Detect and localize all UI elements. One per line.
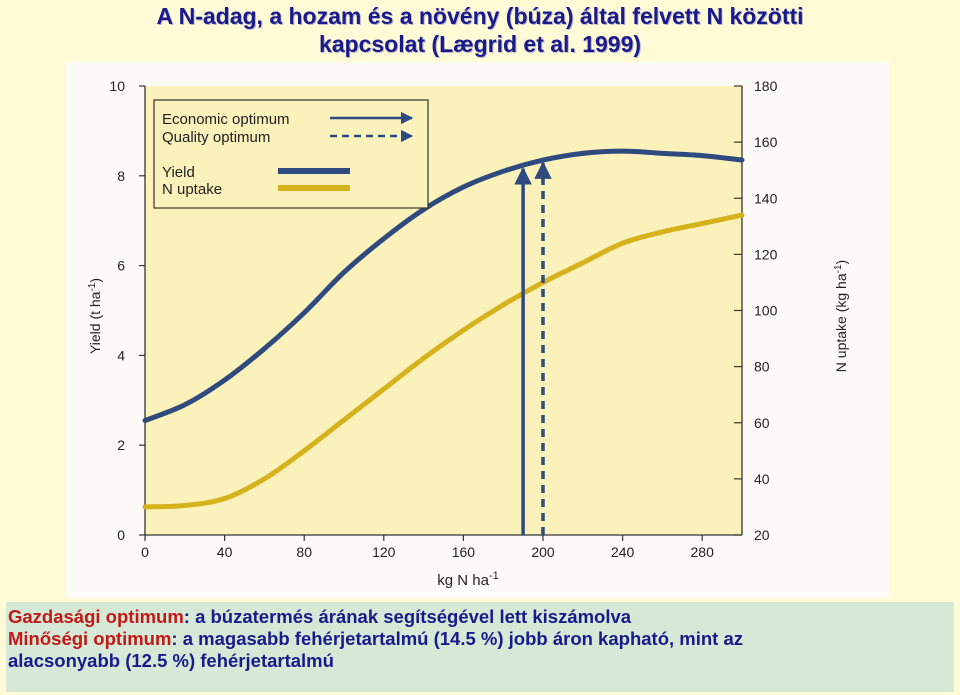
legend-label-n-uptake: N uptake — [162, 181, 223, 198]
caption-box — [6, 602, 954, 692]
y2-tick-label: 140 — [754, 190, 778, 207]
x-tick-label: 160 — [451, 544, 476, 560]
title-line-1: A N-adag, a hozam és a növény (búza) által felvett N közötti — [156, 3, 804, 29]
page-title — [60, 2, 900, 58]
y2-tick-label: 160 — [754, 134, 778, 151]
y2-axis-label: N uptake (kg $ha^{-1}$) — [833, 259, 849, 373]
y2-tick-label: 40 — [754, 470, 770, 487]
y2-tick-label: 20 — [754, 527, 770, 543]
legend-label-yield: Yield — [162, 164, 195, 181]
y-tick-label: 6 — [117, 257, 125, 274]
y2-tick-label: 100 — [754, 302, 778, 319]
x-tick-label: 280 — [690, 544, 714, 560]
x-tick-label: 80 — [296, 544, 312, 560]
caption-line-3: alacsonyabb (12.5 %) fehérjetartalmú — [8, 650, 334, 671]
chart-svg — [66, 62, 890, 598]
y-axis-label: Yield (t $ha^{-1}$) — [87, 277, 103, 355]
x-tick-label: 240 — [610, 544, 635, 560]
legend-label-economic: Economic optimum — [162, 111, 290, 128]
x-tick-label: 40 — [216, 544, 233, 560]
legend-label-quality: Quality optimum — [162, 129, 271, 146]
quality-optimum-text: : a magasabb fehérjetartalmú (14.5 %) jobb áron kapható, mint az — [171, 628, 743, 649]
y-tick-label: 0 — [117, 527, 125, 543]
quality-optimum-term: Minőségi optimum — [8, 628, 172, 649]
caption-line-1 — [8, 606, 950, 628]
economic-optimum-term: Gazdasági optimum — [8, 606, 184, 627]
x-axis-label: kg N $ha^{-1}$ — [437, 570, 499, 589]
x-tick-label: 0 — [141, 544, 149, 560]
y-tick-label: 10 — [109, 78, 125, 94]
legend — [154, 100, 428, 208]
chart-figure — [66, 62, 890, 598]
y-tick-label: 2 — [117, 437, 125, 454]
x-tick-label: 120 — [372, 544, 396, 560]
y2-tick-label: 60 — [754, 414, 770, 431]
y2-tick-label: 120 — [754, 246, 778, 263]
caption-line-2 — [8, 628, 950, 650]
x-tick-label: 200 — [531, 544, 555, 560]
y-tick-label: 4 — [117, 347, 125, 364]
economic-optimum-text: : a búzatermés árának segítségével lett kiszámolva — [183, 606, 632, 627]
y2-tick-label: 180 — [754, 78, 778, 94]
title-line-2: kapcsolat (Lægrid et al. 1999) — [318, 31, 642, 57]
y-tick-label: 8 — [117, 167, 125, 184]
y2-tick-label: 80 — [754, 358, 770, 375]
